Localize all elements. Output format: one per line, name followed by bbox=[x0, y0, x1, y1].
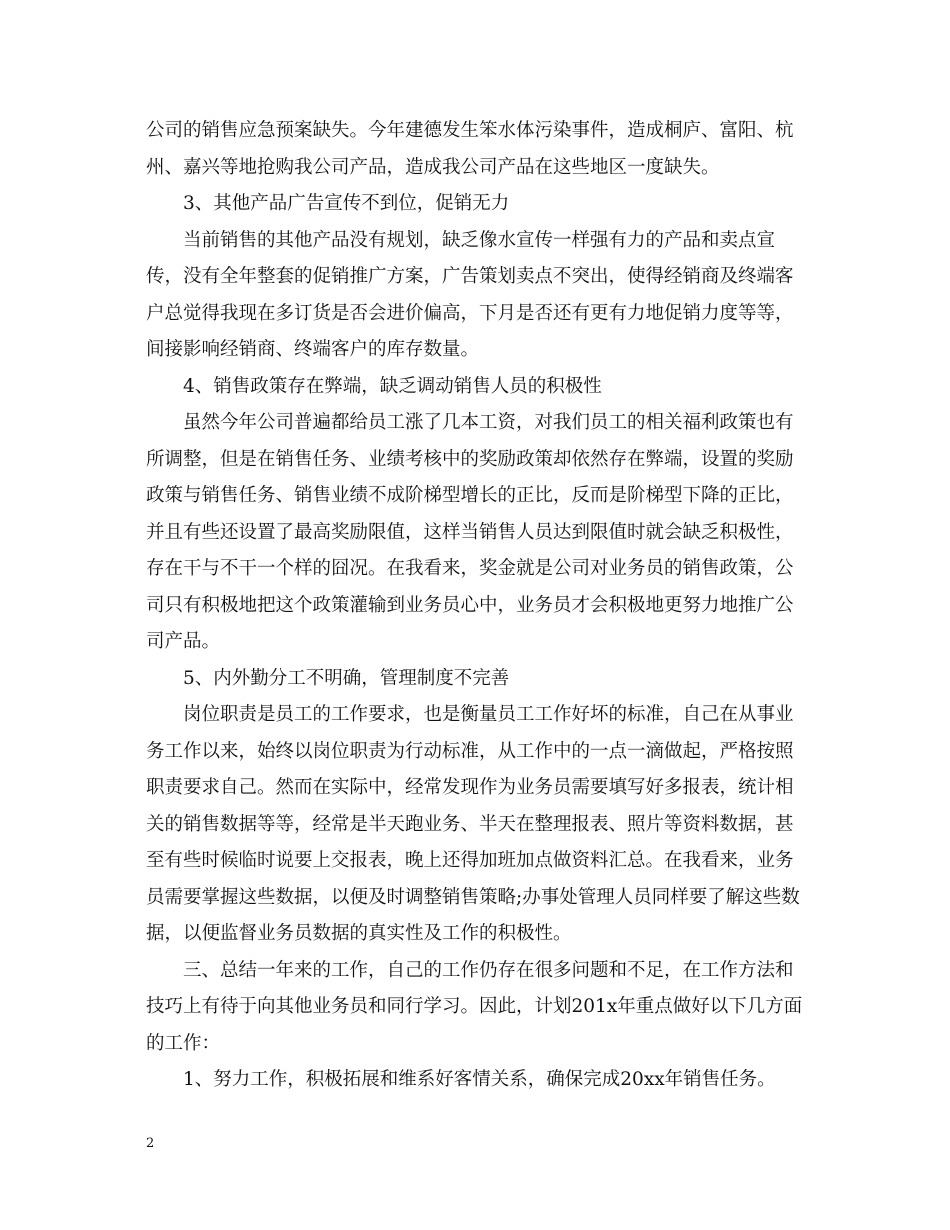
plan-item-1: 1、努力工作，积极拓展和维系好客情关系，确保完成20xx年销售任务。 bbox=[183, 1069, 776, 1090]
paragraph-job-responsibilities: 岗位职责是员工的工作要求，也是衡量员工工作好坏的标准，自己在从事业务工作以来，始终以岗位职责为行动标准，从工作中的一点一滴做起，严格按照职责要求自己。然而在实际中，经常发现作为业务员需要填写好多报表，统计相关的销售数据等等，经常是半天跑业务、半天在整理报表、照片等资料数据，甚至有些时候临时说要上交报表，晚上还得加班加点做资料汇总。在我看来，业务员需要掌握这些数据，以便及时调整销售策略;办事处管理人员同样要了解这些数据，以便监督业务员数据的真实性及工作的积极性。 bbox=[146, 704, 800, 944]
paragraph-summary-plan: 三、总结一年来的工作，自己的工作仍存在很多问题和不足，在工作方法和技巧上有待于向其他业务员和同行学习。因此，计划201x年重点做好以下几方面的工作： bbox=[146, 959, 803, 1054]
section-heading-5: 5、内外勤分工不明确，管理制度不完善 bbox=[183, 667, 510, 689]
paragraph-promotion: 当前销售的其他产品没有规划，缺乏像水宣传一样强有力的产品和卖点宣传，没有全年整套的促销推广方案，广告策划卖点不突出，使得经销商及终端客户总觉得我现在多订货是否会进价偏高，下月是否还有更有力地促销力度等等，间接影响经销商、终端客户的库存数量。 bbox=[146, 229, 794, 360]
section-heading-3: 3、其他产品广告宣传不到位，促销无力 bbox=[183, 193, 510, 214]
page-number: 2 bbox=[146, 1136, 155, 1151]
document-body bbox=[146, 113, 806, 1099]
paragraph-continuation: 公司的销售应急预案缺失。今年建德发生笨水体污染事件，造成桐庐、富阳、杭州、嘉兴等地抢购我公司产品，造成我公司产品在这些地区一度缺失。 bbox=[146, 120, 794, 178]
paragraph-sales-policy: 虽然今年公司普遍都给员工涨了几本工资，对我们员工的相关福利政策也有所调整，但是在销售任务、业绩考核中的奖励政策却依然存在弊端，设置的奖励政策与销售任务、销售业绩不成阶梯型增长的正比，反而是阶梯型下降的正比，并且有些还设置了最高奖励限值，这样当销售人员达到限值时就会缺乏积极性，存在干与不干一个样的囧况。在我看来，奖金就是公司对业务员的销售政策，公司只有积极地把这个政策灌输到业务员心中，业务员才会积极地更努力地推广公司产品。 bbox=[146, 412, 794, 652]
section-heading-4: 4、销售政策存在弊端，缺乏调动销售人员的积极性 bbox=[183, 375, 602, 397]
